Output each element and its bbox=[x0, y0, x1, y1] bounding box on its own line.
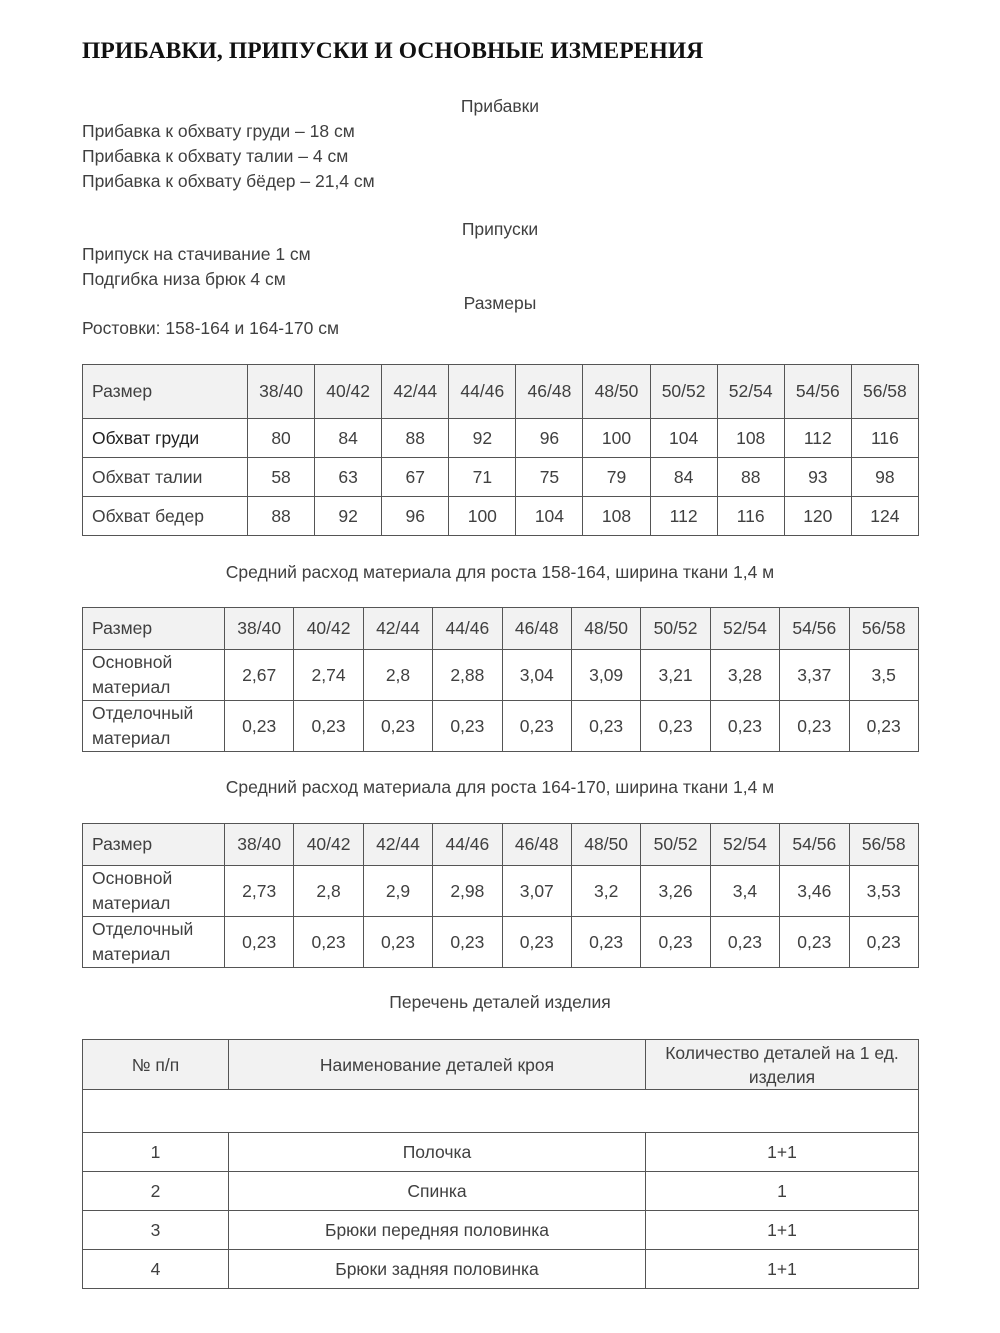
header-cell: Размер bbox=[83, 608, 225, 650]
table-header-row bbox=[83, 608, 919, 650]
header-cell: 48/50 bbox=[583, 365, 650, 419]
heights-line: Ростовки: 158-164 и 164-170 см bbox=[82, 318, 339, 338]
table-cell: 3,21 bbox=[641, 650, 710, 701]
table-cell: 3,37 bbox=[780, 650, 849, 701]
header-cell: 44/46 bbox=[433, 608, 502, 650]
table-cell: 75 bbox=[516, 458, 583, 497]
header-cell: 42/44 bbox=[363, 608, 432, 650]
table-cell: 84 bbox=[650, 458, 717, 497]
table-row bbox=[83, 419, 919, 458]
table-cell: 3,4 bbox=[710, 866, 779, 917]
consumption-158-table bbox=[82, 607, 919, 752]
table-cell: 0,23 bbox=[433, 701, 502, 752]
table-cell: 93 bbox=[784, 458, 851, 497]
table-cell: 0,23 bbox=[363, 917, 432, 968]
header-cell: 38/40 bbox=[225, 608, 294, 650]
table-cell: 80 bbox=[248, 419, 315, 458]
table-cell: 3,46 bbox=[780, 866, 849, 917]
header-cell: 40/42 bbox=[315, 365, 382, 419]
header-cell: 48/50 bbox=[571, 824, 640, 866]
table-cell: 88 bbox=[248, 497, 315, 536]
allowance-line: Прибавка к обхвату бёдер – 21,4 см bbox=[82, 171, 375, 191]
table-cell: 3,28 bbox=[710, 650, 779, 701]
header-cell: 56/58 bbox=[849, 824, 918, 866]
table-cell: 0,23 bbox=[641, 917, 710, 968]
header-cell: 50/52 bbox=[641, 608, 710, 650]
table-cell: 120 bbox=[784, 497, 851, 536]
header-cell: 46/48 bbox=[502, 608, 571, 650]
table-cell: 2,8 bbox=[294, 866, 363, 917]
table-cell: 0,23 bbox=[225, 701, 294, 752]
header-cell: 50/52 bbox=[650, 365, 717, 419]
table-cell: 2,73 bbox=[225, 866, 294, 917]
header-cell: 54/56 bbox=[780, 608, 849, 650]
table-cell: 1 bbox=[646, 1172, 919, 1211]
header-cell: 52/54 bbox=[717, 365, 784, 419]
table-cell: 100 bbox=[449, 497, 516, 536]
parts-list-caption: Перечень деталей изделия bbox=[389, 992, 611, 1012]
header-cell: 52/54 bbox=[710, 824, 779, 866]
table-row bbox=[83, 1250, 919, 1289]
table-cell: 92 bbox=[315, 497, 382, 536]
header-cell: 42/44 bbox=[363, 824, 432, 866]
header-cell: 40/42 bbox=[294, 824, 363, 866]
table-cell: 0,23 bbox=[225, 917, 294, 968]
sizes-heading: Размеры bbox=[463, 293, 537, 313]
header-cell: Размер bbox=[83, 824, 225, 866]
header-cell: 44/46 bbox=[449, 365, 516, 419]
row-label: Обхват талии bbox=[83, 458, 248, 497]
header-cell: 44/46 bbox=[433, 824, 502, 866]
table-header-row bbox=[83, 1040, 919, 1090]
table-cell: 1+1 bbox=[646, 1133, 919, 1172]
table-cell: Брюки передняя половинка bbox=[229, 1211, 646, 1250]
table-cell: 112 bbox=[650, 497, 717, 536]
table-cell: 3,09 bbox=[571, 650, 640, 701]
table-row bbox=[83, 701, 919, 752]
table-cell: 1 bbox=[83, 1133, 229, 1172]
table-cell: 2,88 bbox=[433, 650, 502, 701]
allowances-heading: Прибавки bbox=[460, 96, 540, 116]
table-cell: 4 bbox=[83, 1250, 229, 1289]
header-cell: № п/п bbox=[83, 1040, 229, 1090]
table-cell: 3,04 bbox=[502, 650, 571, 701]
table-cell: 0,23 bbox=[294, 701, 363, 752]
table-cell: 2,8 bbox=[363, 650, 432, 701]
table-cell: 58 bbox=[248, 458, 315, 497]
table-cell: 116 bbox=[717, 497, 784, 536]
seam-allowance-line: Припуск на стачивание 1 см bbox=[82, 244, 311, 264]
row-label: Основной материал bbox=[83, 866, 225, 917]
table-cell: 2,9 bbox=[363, 866, 432, 917]
header-cell: Наименование деталей кроя bbox=[229, 1040, 646, 1090]
allowance-line: Прибавка к обхвату груди – 18 см bbox=[82, 121, 355, 141]
table-cell: 116 bbox=[851, 419, 918, 458]
header-cell: Количество деталей на 1 ед. изделия bbox=[646, 1040, 919, 1090]
table-cell: 63 bbox=[315, 458, 382, 497]
table-cell: 0,23 bbox=[849, 917, 918, 968]
table-cell: 0,23 bbox=[710, 917, 779, 968]
table-cell: 1+1 bbox=[646, 1250, 919, 1289]
header-cell: 38/40 bbox=[248, 365, 315, 419]
table-row bbox=[83, 1211, 919, 1250]
table-cell: 2,67 bbox=[225, 650, 294, 701]
header-cell: 46/48 bbox=[516, 365, 583, 419]
header-cell: 52/54 bbox=[710, 608, 779, 650]
table-cell: 0,23 bbox=[780, 917, 849, 968]
blank-row bbox=[83, 1090, 919, 1133]
table-header-row bbox=[83, 365, 919, 419]
table-cell: 2 bbox=[83, 1172, 229, 1211]
table-cell: 3,26 bbox=[641, 866, 710, 917]
table-cell: 3,5 bbox=[849, 650, 918, 701]
consumption-164-table bbox=[82, 823, 919, 968]
table-cell: 2,98 bbox=[433, 866, 502, 917]
table-cell: 0,23 bbox=[641, 701, 710, 752]
table-cell: 0,23 bbox=[571, 917, 640, 968]
table-cell: 1+1 bbox=[646, 1211, 919, 1250]
measurements-table bbox=[82, 364, 919, 536]
header-cell: Размер bbox=[83, 365, 248, 419]
header-cell: 56/58 bbox=[851, 365, 918, 419]
table-cell: 0,23 bbox=[849, 701, 918, 752]
page-title: ПРИБАВКИ, ПРИПУСКИ И ОСНОВНЫЕ ИЗМЕРЕНИЯ bbox=[82, 38, 704, 64]
row-label: Обхват груди bbox=[83, 419, 248, 458]
table-row bbox=[83, 497, 919, 536]
table-cell: 0,23 bbox=[502, 917, 571, 968]
table-cell: 79 bbox=[583, 458, 650, 497]
row-label: Основной материал bbox=[83, 650, 225, 701]
table-cell: 98 bbox=[851, 458, 918, 497]
table-cell: 124 bbox=[851, 497, 918, 536]
table-row bbox=[83, 866, 919, 917]
blank-cell bbox=[83, 1090, 919, 1133]
table-cell: 3,07 bbox=[502, 866, 571, 917]
table-cell: 96 bbox=[516, 419, 583, 458]
header-cell: 40/42 bbox=[294, 608, 363, 650]
table-cell: 3 bbox=[83, 1211, 229, 1250]
table-cell: 108 bbox=[717, 419, 784, 458]
table-cell: 0,23 bbox=[571, 701, 640, 752]
table-cell: Брюки задняя половинка bbox=[229, 1250, 646, 1289]
table-cell: 0,23 bbox=[502, 701, 571, 752]
table-cell: 104 bbox=[650, 419, 717, 458]
table-cell: 0,23 bbox=[710, 701, 779, 752]
header-cell: 48/50 bbox=[571, 608, 640, 650]
table-cell: 3,53 bbox=[849, 866, 918, 917]
table-cell: 88 bbox=[717, 458, 784, 497]
header-cell: 38/40 bbox=[225, 824, 294, 866]
table-row bbox=[83, 1133, 919, 1172]
seam-allowances-heading: Припуски bbox=[461, 219, 539, 239]
table-cell: 96 bbox=[382, 497, 449, 536]
parts-list-table bbox=[82, 1039, 919, 1289]
table-cell: 104 bbox=[516, 497, 583, 536]
allowance-line: Прибавка к обхвату талии – 4 см bbox=[82, 146, 349, 166]
table-cell: 84 bbox=[315, 419, 382, 458]
table-cell: Полочка bbox=[229, 1133, 646, 1172]
row-label: Отделочный материал bbox=[83, 701, 225, 752]
consumption-164-caption: Средний расход материала для роста 164-170, ширина ткани 1,4 м bbox=[225, 777, 775, 797]
header-cell: 42/44 bbox=[382, 365, 449, 419]
table-cell: 100 bbox=[583, 419, 650, 458]
table-cell: 112 bbox=[784, 419, 851, 458]
seam-allowance-line: Подгибка низа брюк 4 см bbox=[82, 269, 286, 289]
table-cell: 0,23 bbox=[780, 701, 849, 752]
table-cell: 71 bbox=[449, 458, 516, 497]
table-cell: Спинка bbox=[229, 1172, 646, 1211]
table-header-row bbox=[83, 824, 919, 866]
header-cell: 46/48 bbox=[502, 824, 571, 866]
table-cell: 0,23 bbox=[363, 701, 432, 752]
table-cell: 88 bbox=[382, 419, 449, 458]
table-row bbox=[83, 917, 919, 968]
table-cell: 0,23 bbox=[294, 917, 363, 968]
row-label: Обхват бедер bbox=[83, 497, 248, 536]
table-row bbox=[83, 1172, 919, 1211]
table-cell: 2,74 bbox=[294, 650, 363, 701]
table-cell: 67 bbox=[382, 458, 449, 497]
header-cell: 54/56 bbox=[784, 365, 851, 419]
table-cell: 108 bbox=[583, 497, 650, 536]
table-cell: 92 bbox=[449, 419, 516, 458]
table-cell: 3,2 bbox=[571, 866, 640, 917]
header-cell: 50/52 bbox=[641, 824, 710, 866]
header-cell: 54/56 bbox=[780, 824, 849, 866]
table-row bbox=[83, 650, 919, 701]
row-label: Отделочный материал bbox=[83, 917, 225, 968]
table-row bbox=[83, 458, 919, 497]
table-cell: 0,23 bbox=[433, 917, 502, 968]
header-cell: 56/58 bbox=[849, 608, 918, 650]
consumption-158-caption: Средний расход материала для роста 158-164, ширина ткани 1,4 м bbox=[225, 562, 775, 582]
